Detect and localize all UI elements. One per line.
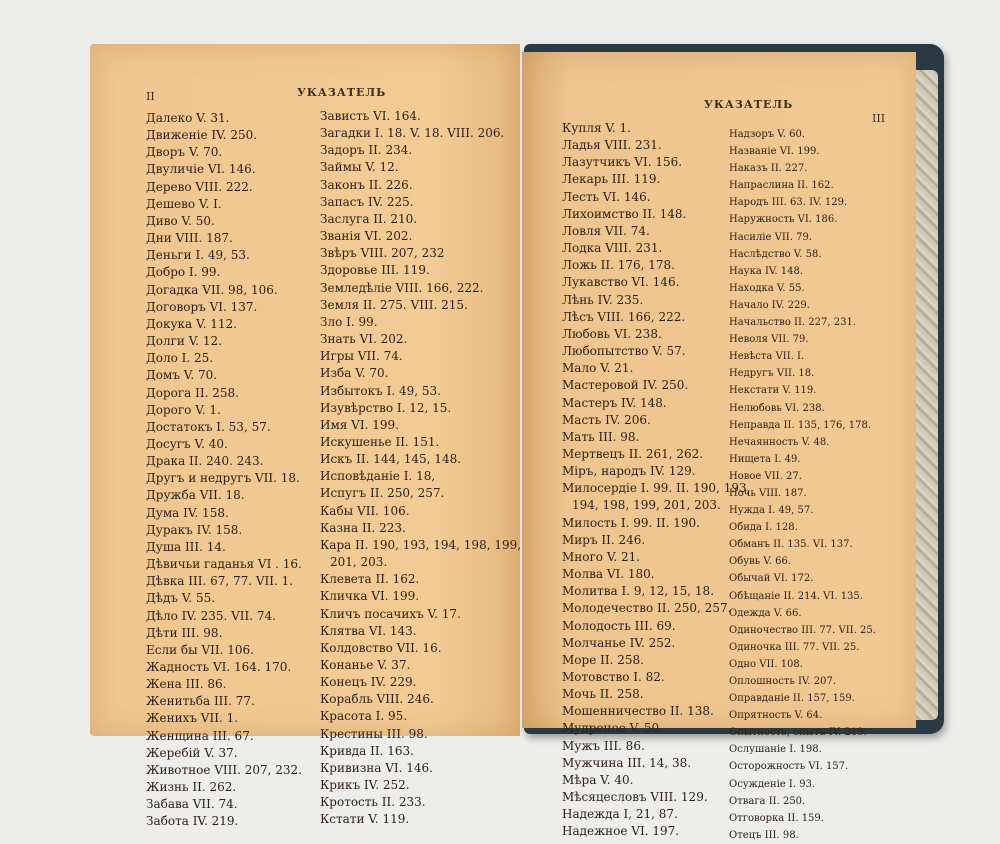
index-entry: Народъ III. 63. IV. 129. <box>729 197 848 209</box>
index-entry: Конанье V. 37. <box>320 658 411 672</box>
index-entry: Лѣнь IV. 235. <box>562 292 644 307</box>
index-entry: Нелюбовь VI. 238. <box>729 402 825 414</box>
index-entry: Лекарь III. 119. <box>562 172 661 187</box>
index-entry: Ослушаніе I. 198. <box>729 744 822 756</box>
index-entry: Забота IV. 219. <box>146 814 239 829</box>
index-entry: Молчанье IV. 252. <box>562 635 676 650</box>
index-entry: Законъ II. 226. <box>320 177 413 192</box>
index-entry: Обѣщаніе II. 214. VI. 135. <box>729 590 863 602</box>
index-entry: Нищета I. 49. <box>729 453 801 465</box>
index-entry: Кличка VI. 199. <box>320 589 420 604</box>
index-entry: Ложь II. 176, 178. <box>562 258 675 273</box>
index-entry: Досугъ V. 40. <box>146 436 228 451</box>
index-entry: Напраслина II. 162. <box>729 180 834 192</box>
right-index-column-2 <box>729 126 876 844</box>
index-entry: Драка II. 240. 243. <box>146 454 264 469</box>
index-entry: Деньги I. 49, 53. <box>146 248 250 263</box>
index-entry: Нужда I. 49, 57. <box>729 505 814 517</box>
index-entry: Названіе VI. 199. <box>729 146 820 158</box>
index-entry: Много V. 21. <box>562 549 641 564</box>
index-entry: Надзоръ V. 60. <box>729 129 805 140</box>
index-entry: Обувь V. 66. <box>729 556 792 568</box>
index-entry: Мѣра V. 40. <box>562 772 634 787</box>
index-entry: Догадка VII. 98, 106. <box>146 282 278 297</box>
index-entry: Движеніе IV. 250. <box>146 128 258 143</box>
index-entry: Масть IV. 206. <box>562 412 651 427</box>
index-entry: Дружба VII. 18. <box>146 488 245 503</box>
left-index-column-1 <box>146 110 302 831</box>
index-entry: Доло I. 25. <box>146 351 214 366</box>
index-entry: Море II. 258. <box>562 652 644 667</box>
index-entry: Домъ V. 70. <box>146 368 218 383</box>
index-entry: Женихъ VII. 1. <box>146 711 239 726</box>
index-entry: Кара II. 190, 193, 194, 198, 199, <box>320 537 522 552</box>
index-entry: Обманъ II. 135. VI. 137. <box>729 539 853 551</box>
index-entry: Красота I. 95. <box>320 709 408 724</box>
index-entry: Отецъ III. 98. <box>729 829 799 841</box>
index-entry: Зависть VI. 164. <box>320 109 421 123</box>
index-entry: Оплошность IV. 207. <box>729 676 837 687</box>
index-entry: Мочь II. 258. <box>562 687 644 702</box>
index-entry: Міръ, народъ IV. 129. <box>562 464 696 479</box>
index-entry: Знать VI. 202. <box>320 332 408 347</box>
index-entry: Одно VII. 108. <box>729 658 803 670</box>
index-entry: Дѣдъ V. 55. <box>146 591 216 606</box>
index-entry: Зло I. 99. <box>320 314 378 329</box>
index-entry: Нечаянность V. 48. <box>729 436 830 448</box>
index-entry: Искушенье II. 151. <box>320 434 440 449</box>
right-page-header: УКАЗАТЕЛЬ <box>704 98 794 111</box>
index-entry: Миръ II. 246. <box>562 532 646 547</box>
index-entry: Молодость III. 69. <box>562 618 676 633</box>
index-entry: Двуличіе VI. 146. <box>146 162 256 177</box>
index-entry: Ночь VIII. 187. <box>729 487 807 499</box>
index-entry: Кротость II. 233. <box>320 795 426 810</box>
index-entry: Наслѣдство V. 58. <box>729 248 822 260</box>
index-entry: Жеребій V. 37. <box>146 745 238 760</box>
index-entry: Избытокъ I. 49, 53. <box>320 383 441 398</box>
index-entry: 194, 198, 199, 201, 203. <box>572 498 721 513</box>
index-entry: Игры VII. 74. <box>320 349 403 364</box>
index-entry: Другъ и недругъ VII. 18. <box>146 471 300 486</box>
index-entry: Милосердіе I. 99. II. 190, 193, <box>562 481 751 496</box>
index-entry: Дорога II. 258. <box>146 385 239 400</box>
index-entry: Насиліе VII. 79. <box>729 231 812 243</box>
index-entry: Опытность, опытъ IV. 219. <box>729 727 867 739</box>
index-entry: Дешево V. I. <box>146 196 222 211</box>
index-entry: Купля V. 1. <box>562 121 631 135</box>
index-entry: Мѣсяцесловъ VIII. 129. <box>562 790 708 805</box>
index-entry: Заслуга II. 210. <box>320 211 418 226</box>
index-entry: Добро I. 99. <box>146 265 221 280</box>
index-entry: Женитьба III. 77. <box>146 694 255 709</box>
index-entry: Дерево VIII. 222. <box>146 179 253 194</box>
index-entry: Дѣти III. 98. <box>146 625 223 640</box>
index-entry: Загадки I. 18. V. 18. VIII. 206. <box>320 126 505 141</box>
index-entry: Начало IV. 229. <box>729 299 810 311</box>
index-entry: Дѣвка III. 67, 77. VII. 1. <box>146 574 294 589</box>
index-entry: Мать III. 98. <box>562 429 640 444</box>
index-entry: Отговорка II. 159. <box>729 812 824 824</box>
index-entry: Искъ II. 144, 145, 148. <box>320 452 462 467</box>
index-entry: Дорого V. 1. <box>146 402 221 417</box>
index-entry: Мудреное V. 50. <box>562 721 663 736</box>
index-entry: Казна II. 223. <box>320 520 406 535</box>
index-entry: Мотовство I. 82. <box>562 670 665 684</box>
index-entry: Дворъ V. 70. <box>146 145 223 160</box>
index-entry: Недругъ VII. 18. <box>729 368 815 380</box>
index-entry: Крикъ IV. 252. <box>320 778 410 793</box>
index-entry: Запасъ IV. 225. <box>320 194 414 209</box>
index-entry: Лукавство VI. 146. <box>562 275 680 290</box>
index-entry: Званія VI. 202. <box>320 229 413 244</box>
index-entry: Молитва I. 9, 12, 15, 18. <box>562 584 715 599</box>
index-entry: Молва VI. 180. <box>562 567 655 582</box>
index-entry: Душа III. 14. <box>146 539 226 554</box>
index-entry: Неволя VII. 79. <box>729 334 809 346</box>
index-entry: Договоръ VI. 137. <box>146 299 258 314</box>
index-entry: Изба V. 70. <box>320 366 389 381</box>
index-entry: Отвага II. 250. <box>729 795 806 807</box>
index-entry: Мертвецъ II. 261, 262. <box>562 446 704 461</box>
index-entry: Исповѣданіе I. 18, <box>320 469 436 484</box>
index-entry: Осужденіе I. 93. <box>729 778 816 790</box>
index-entry: Земля II. 275. VIII. 215. <box>320 297 468 312</box>
index-entry: Забава VII. 74. <box>146 797 238 812</box>
index-entry: Земледѣліе VIII. 166, 222. <box>320 280 484 295</box>
index-entry: Кстати V. 119. <box>320 812 410 827</box>
index-entry: Дни VIII. 187. <box>146 231 233 246</box>
index-entry: Любопытство V. 57. <box>562 344 686 359</box>
index-entry: Дума IV. 158. <box>146 505 229 520</box>
index-entry: Наказъ II. 227. <box>729 163 808 175</box>
index-entry: Мастеръ IV. 148. <box>562 395 667 410</box>
index-entry: Лесть VI. 146. <box>562 189 651 204</box>
index-entry: Кривда II. 163. <box>320 743 414 758</box>
index-entry: Кривизна VI. 146. <box>320 760 433 775</box>
index-entry: Долги V. 12. <box>146 334 222 349</box>
left-page-header: УКАЗАТЕЛЬ <box>297 86 387 99</box>
index-entry: Кличъ посачихъ V. 17. <box>320 606 461 621</box>
index-entry: Новое VII. 27. <box>729 470 802 482</box>
index-entry: Колдовство VII. 16. <box>320 640 442 655</box>
right-index-column-1 <box>562 120 750 841</box>
index-entry: Находка V. 55. <box>729 282 805 294</box>
index-entry: Имя VI. 199. <box>320 417 399 432</box>
index-entry: Жизнь II. 262. <box>146 780 237 795</box>
right-page <box>522 52 916 841</box>
index-entry: Клятва VI. 143. <box>320 623 417 638</box>
index-entry: Обида I. 128. <box>729 522 798 534</box>
index-entry: Достатокъ I. 53, 57. <box>146 419 271 434</box>
index-entry: Мало V. 21. <box>562 361 634 376</box>
index-entry: Милость I. 99. II. 190. <box>562 515 700 530</box>
left-index-column-2 <box>320 108 521 829</box>
index-entry: Надежда I, 21, 87. <box>562 807 678 822</box>
index-entry: Жадность VI. 164. 170. <box>146 660 292 674</box>
index-entry: Одиночество III. 77. VII. 25. <box>729 624 876 636</box>
right-page-number: III <box>872 112 886 125</box>
index-entry: Диво V. 50. <box>146 213 215 228</box>
index-entry: Кабы VII. 106. <box>320 503 410 518</box>
index-entry: Дѣло IV. 235. VII. 74. <box>146 608 276 623</box>
index-entry: Мошенничество II. 138. <box>562 704 714 719</box>
index-entry: Мужъ III. 86. <box>562 738 645 753</box>
index-entry: Если бы VII. 106. <box>146 642 254 657</box>
index-entry: Жена III. 86. <box>146 677 227 692</box>
index-entry: Звѣръ VIII. 207, 232 <box>320 246 445 261</box>
index-entry: Лодка VIII. 231. <box>562 241 663 256</box>
index-entry: Задоръ II. 234. <box>320 143 413 158</box>
index-entry: 201, 203. <box>330 555 388 570</box>
index-entry: Дѣвичьи гаданья VI . 16. <box>146 557 302 572</box>
index-entry: Лихоимство II. 148. <box>562 206 687 221</box>
left-page-number: II <box>146 90 155 103</box>
index-entry: Начальство II. 227, 231. <box>729 317 856 329</box>
index-entry: Надежное VI. 197. <box>562 824 680 839</box>
index-entry: Крестины III. 98. <box>320 726 428 741</box>
index-entry: Молодечество II. 250, 257. <box>562 601 732 616</box>
index-entry: Мастеровой IV. 250. <box>562 378 689 393</box>
index-entry: Оправданіе II. 157, 159. <box>729 693 855 705</box>
index-entry: Женщина III. 67. <box>146 728 254 743</box>
index-entry: Одежда V. 66. <box>729 607 802 619</box>
index-entry: Обычай VI. 172. <box>729 573 814 585</box>
index-entry: Невѣста VII. I. <box>729 351 805 363</box>
index-entry: Конецъ IV. 229. <box>320 675 417 690</box>
index-entry: Наружность VI. 186. <box>729 214 838 226</box>
index-entry: Докука V. 112. <box>146 316 237 331</box>
index-entry: Лѣсъ VIII. 166, 222. <box>562 309 686 324</box>
index-entry: Корабль VIII. 246. <box>320 692 434 707</box>
index-entry: Опрятность V. 64. <box>729 710 823 722</box>
index-entry: Займы V. 12. <box>320 160 399 175</box>
index-entry: Осторожность VI. 157. <box>729 761 849 773</box>
index-entry: Наука IV. 148. <box>729 265 804 277</box>
index-entry: Здоровье III. 119. <box>320 263 430 278</box>
index-entry: Ловля VII. 74. <box>562 223 650 238</box>
index-entry: Далеко V. 31. <box>146 111 230 125</box>
index-entry: Клевета II. 162. <box>320 572 420 587</box>
index-entry: Животное VIII. 207, 232. <box>146 762 303 777</box>
index-entry: Изувѣрство I. 12, 15. <box>320 400 452 415</box>
left-page <box>90 44 522 829</box>
index-entry: Неправда II. 135, 176, 178. <box>729 419 872 431</box>
index-entry: Дуракъ IV. 158. <box>146 522 243 537</box>
index-entry: Любовь VI. 238. <box>562 326 662 341</box>
index-entry: Ладья VIII. 231. <box>562 138 662 153</box>
index-entry: Испугъ II. 250, 257. <box>320 486 445 501</box>
index-entry: Одиночка III. 77. VII. 25. <box>729 641 860 653</box>
index-entry: Лазутчикъ VI. 156. <box>562 155 683 170</box>
index-entry: Некстати V. 119. <box>729 385 817 397</box>
index-entry: Мужчина III. 14, 38. <box>562 755 692 770</box>
